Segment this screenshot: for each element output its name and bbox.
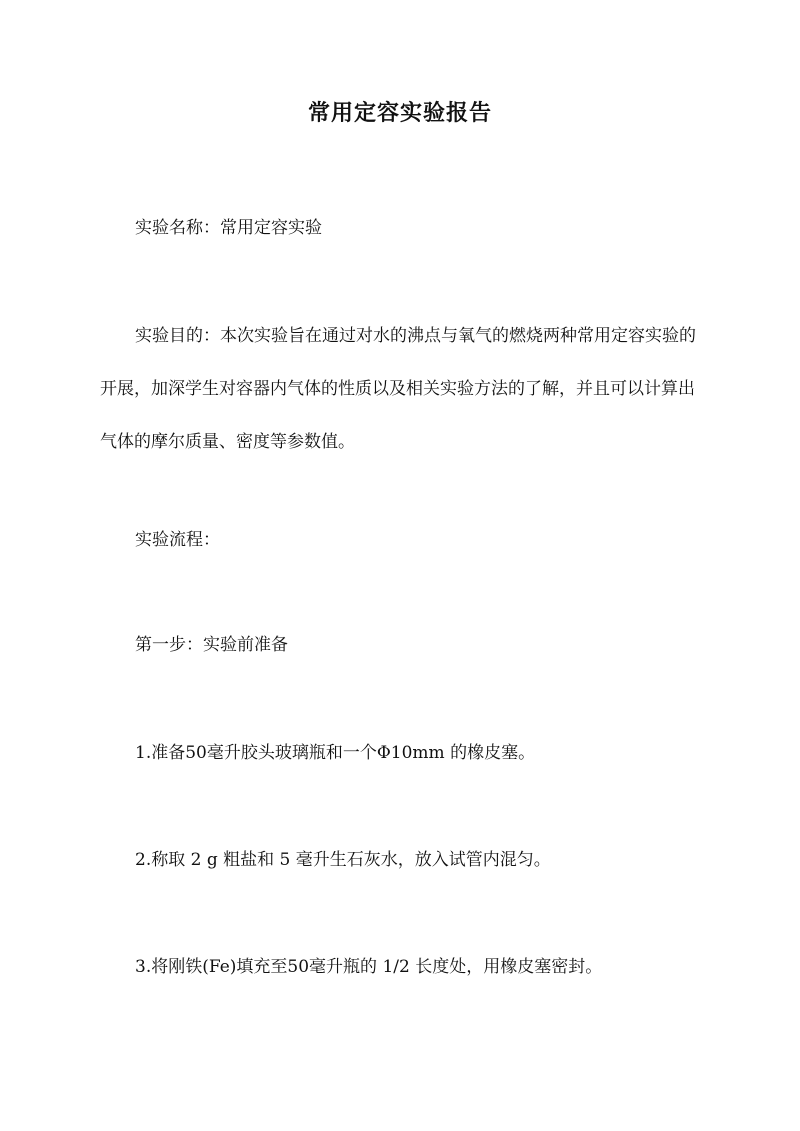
experiment-purpose: 实验目的：本次实验旨在通过对水的沸点与氧气的燃烧两种常用定容实验的开展，加深学生对容器内气体的性质以及相关实验方法的了解，并且可以计算出气体的摩尔质量、密度等参数值。 [100,326,696,452]
document-title: 常用定容实验报告 [307,100,492,126]
process-heading: 实验流程： [135,530,220,550]
experiment-name: 实验名称：常用定容实验 [135,218,322,238]
step-one-heading: 第一步：实验前准备 [135,635,288,655]
step-item-3: 3.将刚铁(Fe)填充至50毫升瓶的 1/2 长度处，用橡皮塞密封。 [135,957,603,977]
step-item-2: 2.称取 2 g 粗盐和 5 毫升生石灰水，放入试管内混匀。 [135,850,551,870]
step-item-1: 1.准备50毫升胶头玻璃瓶和一个Φ10mm 的橡皮塞。 [135,743,536,763]
